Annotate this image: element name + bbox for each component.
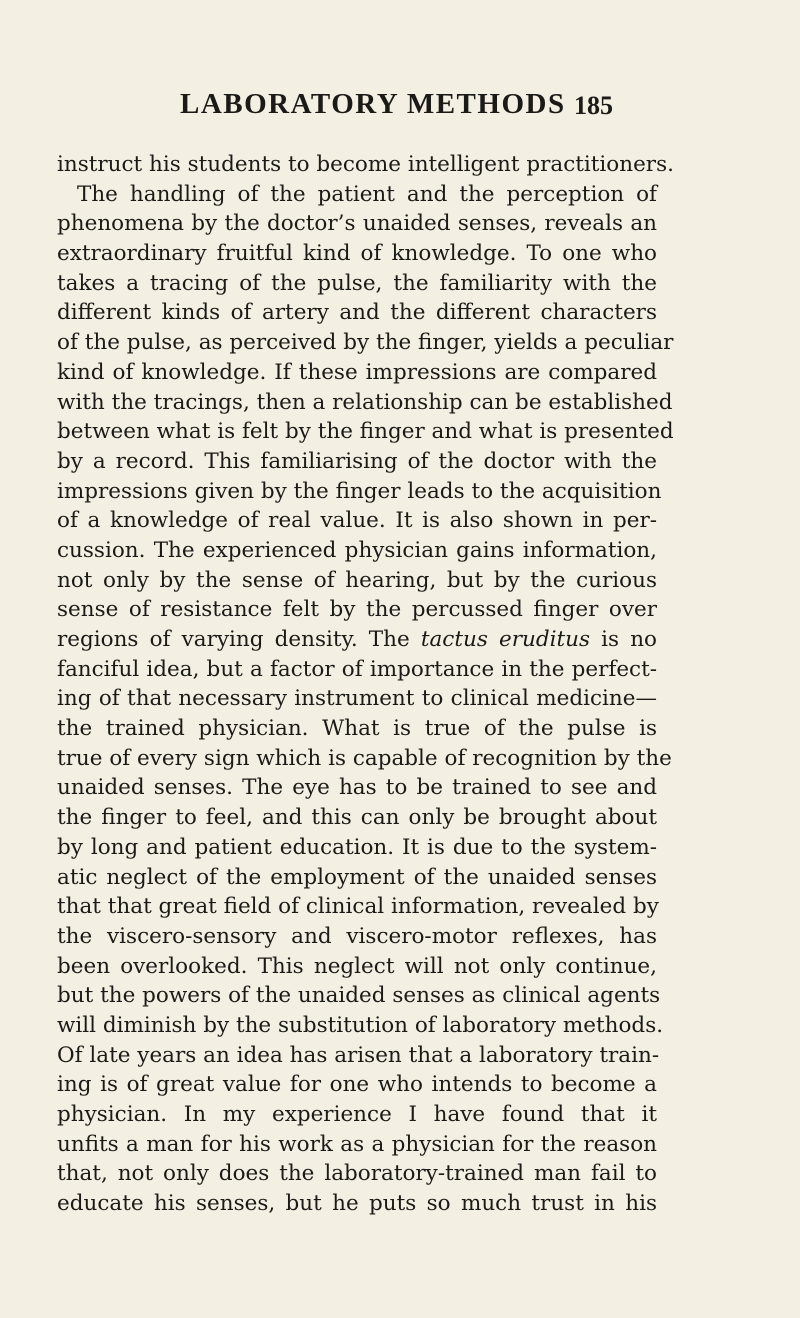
text-line: educate his senses, but he puts so much trust in his — [57, 1191, 657, 1217]
text-line: instruct his students to become intelligent practitioners. — [57, 152, 674, 177]
text-line: physician. In my experience I have found that it — [57, 1102, 657, 1127]
text-line: cussion. The experienced physician gains information, — [57, 537, 657, 563]
text-line: sense of resistance felt by the percussed finger over — [57, 597, 657, 623]
page-number: 185 — [574, 91, 613, 120]
text-line: been overlooked. This neglect will not only continue, — [57, 953, 657, 979]
text-line: of a knowledge of real value. It is also shown in per- — [57, 508, 657, 534]
text-line: of the pulse, as perceived by the finger, yields a peculiar — [57, 330, 674, 356]
text-line: The handling of the patient and the perception of — [77, 181, 657, 207]
text-line: but the powers of the unaided senses as clinical agents — [57, 983, 661, 1009]
text-line: the trained physician. What is true of the pulse is — [57, 716, 657, 742]
text-line: phenomena by the doctor’s unaided senses, reveals an — [57, 211, 657, 237]
text-line: ing of that necessary instrument to clinical medicine— — [57, 686, 657, 712]
running-head-title: LABORATORY METHODS — [180, 88, 566, 120]
text-line: fanciful idea, but a factor of importance in the perfect- — [57, 656, 657, 682]
text-line: unfits a man for his work as a physician for the reason — [57, 1131, 657, 1157]
text-line: the finger to feel, and this can only be brought about — [57, 805, 657, 831]
text-line: between what is felt by the finger and what is presented — [57, 419, 674, 445]
text-segment: is no — [601, 627, 657, 652]
text-line: Of late years an idea has arisen that a laboratory train- — [57, 1042, 660, 1068]
text-line: atic neglect of the employment of the unaided senses — [57, 864, 657, 890]
body-text — [57, 150, 674, 1219]
text-line: by long and patient education. It is due to the system- — [57, 834, 657, 860]
italic-phrase: tactus eruditus — [420, 627, 591, 652]
running-head — [0, 88, 800, 128]
text-line: by a record. This familiarising of the doctor with the — [57, 448, 657, 474]
text-line: with the tracings, then a relationship can be established — [57, 389, 673, 415]
text-line: will diminish by the substitution of laboratory methods. — [57, 1012, 664, 1038]
text-line: takes a tracing of the pulse, the familiarity with the — [57, 270, 657, 296]
text-line: that, not only does the laboratory-trained man fail to — [57, 1161, 657, 1187]
text-line: extraordinary fruitful kind of knowledge. To one who — [57, 241, 657, 267]
text-line-with-italic — [57, 625, 657, 655]
text-line: the viscero-sensory and viscero-motor reflexes, has — [57, 923, 657, 949]
text-line: not only by the sense of hearing, but by the curious — [57, 567, 657, 593]
text-line: different kinds of artery and the different characters — [57, 300, 657, 326]
text-line: impressions given by the finger leads to the acquisition — [57, 478, 662, 504]
text-line: that that great field of clinical information, revealed by — [57, 894, 659, 920]
text-line: kind of knowledge. If these impressions are compared — [57, 359, 657, 385]
text-line: unaided senses. The eye has to be trained to see and — [57, 775, 657, 801]
text-line: true of every sign which is capable of recognition by the — [57, 745, 672, 771]
text-line: ing is of great value for one who intends to become a — [57, 1072, 657, 1098]
text-segment: regions of varying density. The — [57, 627, 410, 652]
